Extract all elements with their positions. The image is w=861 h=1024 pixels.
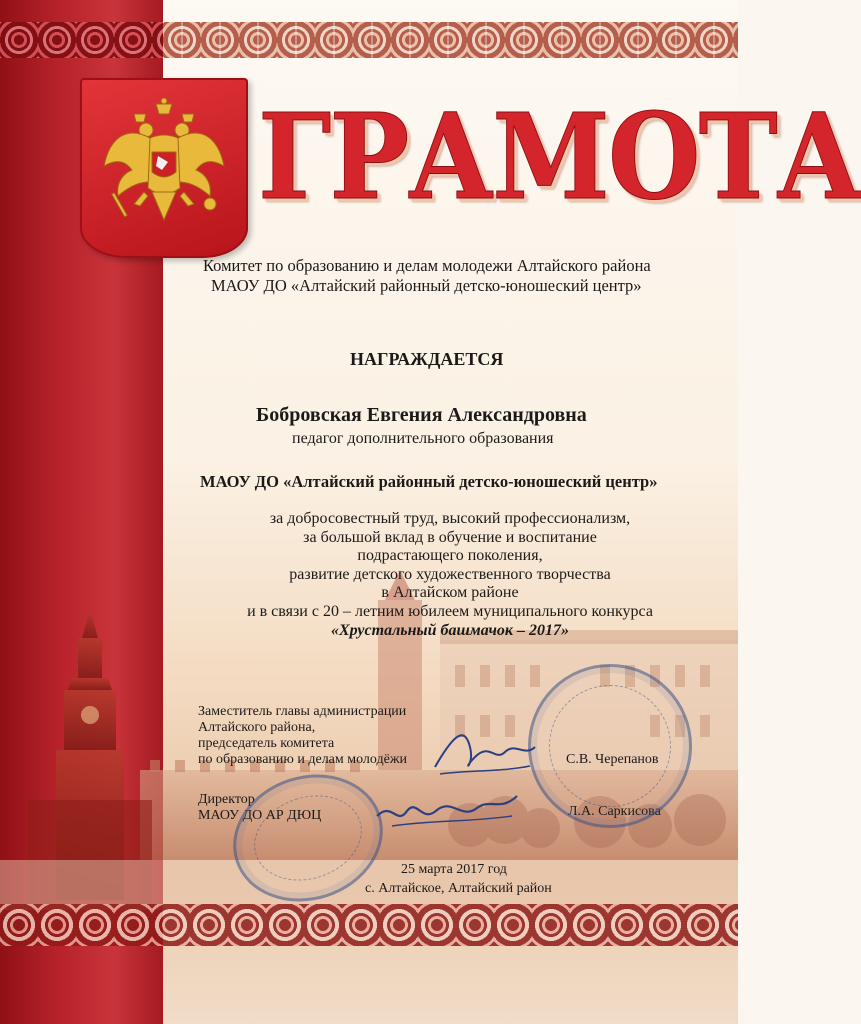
signatory-1-title-line: по образованию и делам молодёжи (198, 752, 408, 767)
bottom-ornament (0, 904, 738, 946)
reason-block (170, 510, 730, 640)
issuer-line-1: Комитет по образованию и делам молодежи Алтайского района (203, 256, 651, 275)
reason-line: за добросовестный труд, высокий профессионализм, (269, 510, 631, 527)
signatory-1-title (198, 704, 407, 768)
reason-line: подрастающего поколения, (357, 547, 543, 565)
contest-name: «Хрустальный башмачок – 2017» (330, 621, 570, 639)
signatory-1-title-line: Алтайского района, (198, 720, 316, 735)
reason-line: и в связи с 20 – летним юбилеем муниципального конкурса (247, 602, 653, 620)
issue-date: 25 марта 2017 год (401, 862, 507, 877)
coat-of-arms-shield (80, 78, 248, 258)
signatory-2-title-line: МАОУ ДО АР ДЮЦ (198, 808, 322, 823)
stamp-committee (528, 664, 692, 828)
reason-line: за большой вклад в обучение и воспитание (303, 528, 597, 546)
signatory-1-name: С.В. Черепанов (566, 752, 659, 767)
organization: МАОУ ДО «Алтайский районный детско-юношеский центр» (200, 472, 658, 491)
recipient-position: педагог дополнительного образования (292, 430, 554, 447)
reason-line: в Алтайском районе (381, 584, 519, 602)
signature-2 (372, 786, 522, 836)
signatory-2-name: Л.А. Саркисова (568, 804, 661, 819)
signatory-1-title-line: Заместитель главы администрации (198, 704, 407, 719)
issuer-line-2: МАОУ ДО «Алтайский районный детско-юношеский центр» (211, 276, 642, 295)
issue-place: с. Алтайское, Алтайский район (365, 881, 552, 896)
awarded-heading: НАГРАЖДАЕТСЯ (350, 349, 504, 369)
top-ornament-left (0, 22, 163, 58)
certificate-title: ГРАМОТА (258, 87, 861, 226)
signature-1 (430, 722, 540, 782)
signatory-1-title-line: председатель комитета (198, 736, 335, 751)
russian-coat-of-arms-icon (98, 96, 230, 228)
reason-line: развитие детского художественного творчества (289, 565, 611, 583)
recipient-name: Бобровская Евгения Александровна (256, 404, 587, 426)
top-ornament (163, 22, 738, 58)
signatory-2-title-line: Директор (198, 792, 255, 807)
